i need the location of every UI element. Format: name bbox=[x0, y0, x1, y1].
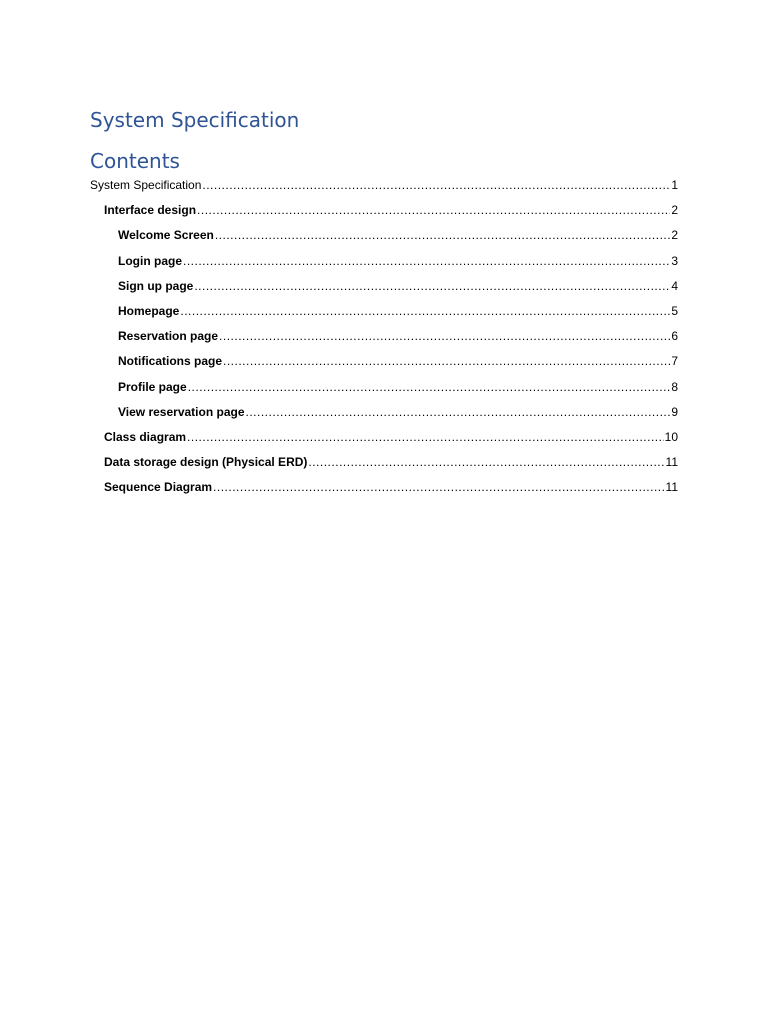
toc-entry-interface-design[interactable] bbox=[90, 201, 678, 226]
toc-entry-text: Profile page bbox=[118, 379, 187, 394]
table-of-contents bbox=[90, 176, 678, 503]
toc-entry-data-storage-design[interactable] bbox=[90, 453, 678, 478]
toc-entry-notifications-page[interactable] bbox=[90, 352, 678, 377]
toc-page-number: 10 bbox=[664, 429, 678, 444]
toc-entry-text: Welcome Screen bbox=[118, 228, 214, 243]
toc-dot-leader bbox=[215, 226, 670, 244]
toc-page-number: 2 bbox=[671, 203, 678, 218]
toc-entry-text: Class diagram bbox=[104, 429, 187, 444]
toc-entry-text: Homepage bbox=[118, 303, 180, 318]
document-title: System Specification bbox=[90, 108, 300, 132]
toc-dot-leader bbox=[194, 277, 670, 295]
toc-dot-leader bbox=[180, 302, 670, 320]
toc-entry-text: Login page bbox=[118, 253, 182, 268]
toc-dot-leader bbox=[246, 403, 671, 421]
toc-entry-system-specification[interactable] bbox=[90, 176, 678, 201]
toc-entry-homepage[interactable] bbox=[90, 302, 678, 327]
toc-dot-leader bbox=[183, 252, 670, 270]
toc-entry-text: Data storage design (Physical ERD) bbox=[104, 455, 308, 470]
toc-entry-view-reservation-page[interactable] bbox=[90, 403, 678, 428]
toc-entry-text: View reservation page bbox=[118, 404, 245, 419]
toc-dot-leader bbox=[202, 176, 670, 194]
toc-entry-login-page[interactable] bbox=[90, 252, 678, 277]
toc-page-number: 5 bbox=[671, 303, 678, 318]
toc-heading: Contents bbox=[90, 149, 180, 173]
toc-entry-text: Reservation page bbox=[118, 329, 219, 344]
toc-entry-sign-up-page[interactable] bbox=[90, 277, 678, 302]
toc-dot-leader bbox=[188, 378, 671, 396]
toc-entry-profile-page[interactable] bbox=[90, 378, 678, 403]
toc-page-number: 8 bbox=[671, 379, 678, 394]
toc-dot-leader bbox=[223, 352, 670, 370]
toc-entry-text: Sequence Diagram bbox=[104, 480, 213, 495]
toc-dot-leader bbox=[197, 201, 670, 219]
toc-entry-text: Interface design bbox=[104, 203, 197, 218]
toc-entry-text: Notifications page bbox=[118, 354, 223, 369]
toc-page-number: 1 bbox=[671, 178, 678, 192]
toc-page-number: 3 bbox=[671, 253, 678, 268]
toc-page-number: 4 bbox=[671, 278, 678, 293]
toc-entry-reservation-page[interactable] bbox=[90, 327, 678, 352]
toc-entry-welcome-screen[interactable] bbox=[90, 226, 678, 251]
toc-dot-leader bbox=[219, 327, 670, 345]
toc-dot-leader bbox=[308, 453, 664, 471]
toc-entry-sequence-diagram[interactable] bbox=[90, 478, 678, 503]
toc-page-number: 7 bbox=[671, 354, 678, 369]
toc-page-number: 9 bbox=[671, 404, 678, 419]
toc-entry-text: System Specification bbox=[90, 178, 202, 192]
toc-dot-leader bbox=[187, 428, 664, 446]
toc-entry-text: Sign up page bbox=[118, 278, 194, 293]
toc-page-number: 2 bbox=[671, 228, 678, 243]
toc-page-number: 6 bbox=[671, 329, 678, 344]
toc-page-number: 11 bbox=[665, 455, 678, 470]
toc-entry-class-diagram[interactable] bbox=[90, 428, 678, 453]
toc-dot-leader bbox=[213, 478, 664, 496]
toc-page-number: 11 bbox=[665, 480, 678, 495]
